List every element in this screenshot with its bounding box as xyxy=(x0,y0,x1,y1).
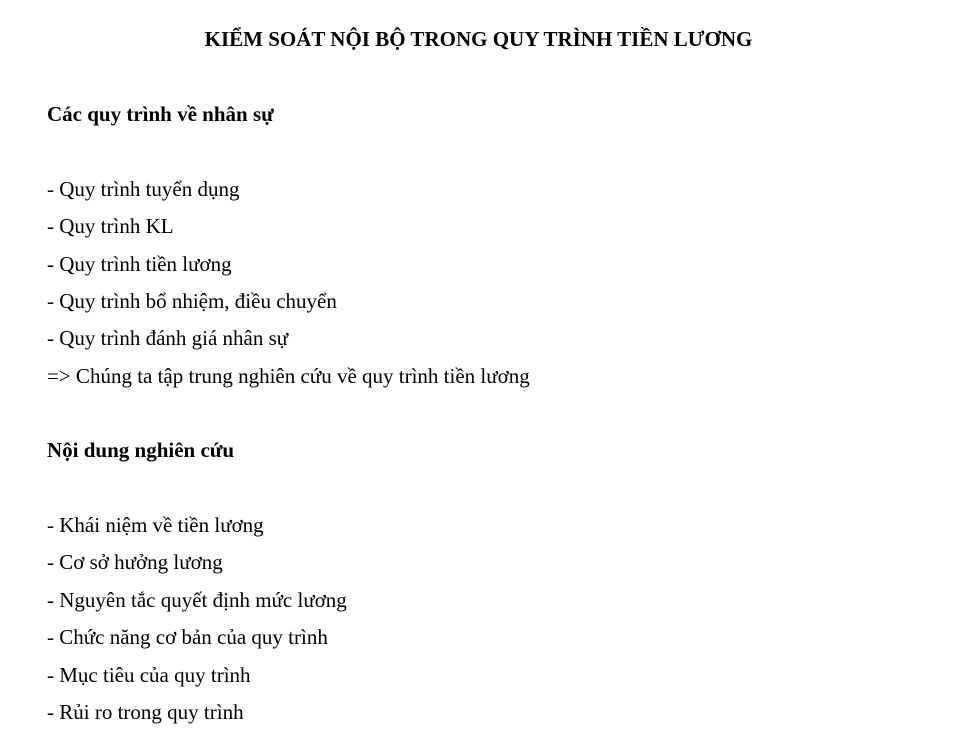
list-item: - Khái niệm về tiền lương xyxy=(47,513,264,537)
list-item: - Quy trình bổ nhiệm, điều chuyển xyxy=(47,289,337,313)
section-heading-research-content: Nội dung nghiên cứu xyxy=(47,438,235,462)
document-title: KIỂM SOÁT NỘI BỘ TRONG QUY TRÌNH TIỀN LƯƠNG xyxy=(204,27,753,51)
conclusion-line: => Chúng ta tập trung nghiên cứu về quy trình tiền lương xyxy=(47,364,530,388)
list-item: - Quy trình KL xyxy=(47,214,174,238)
list-item: - Rủi ro trong quy trình xyxy=(47,700,244,724)
list-item: - Chức năng cơ bản của quy trình xyxy=(47,625,328,649)
list-item: - Quy trình tiền lương xyxy=(47,252,232,276)
section-heading-hr-processes: Các quy trình về nhân sự xyxy=(47,102,274,126)
list-item: - Cơ sở hưởng lương xyxy=(47,550,223,574)
list-item: - Nguyên tắc quyết định mức lương xyxy=(47,588,347,612)
list-item: - Quy trình tuyển dụng xyxy=(47,177,240,201)
list-item: - Mục tiêu của quy trình xyxy=(47,663,251,687)
list-item: - Quy trình đánh giá nhân sự xyxy=(47,326,289,350)
